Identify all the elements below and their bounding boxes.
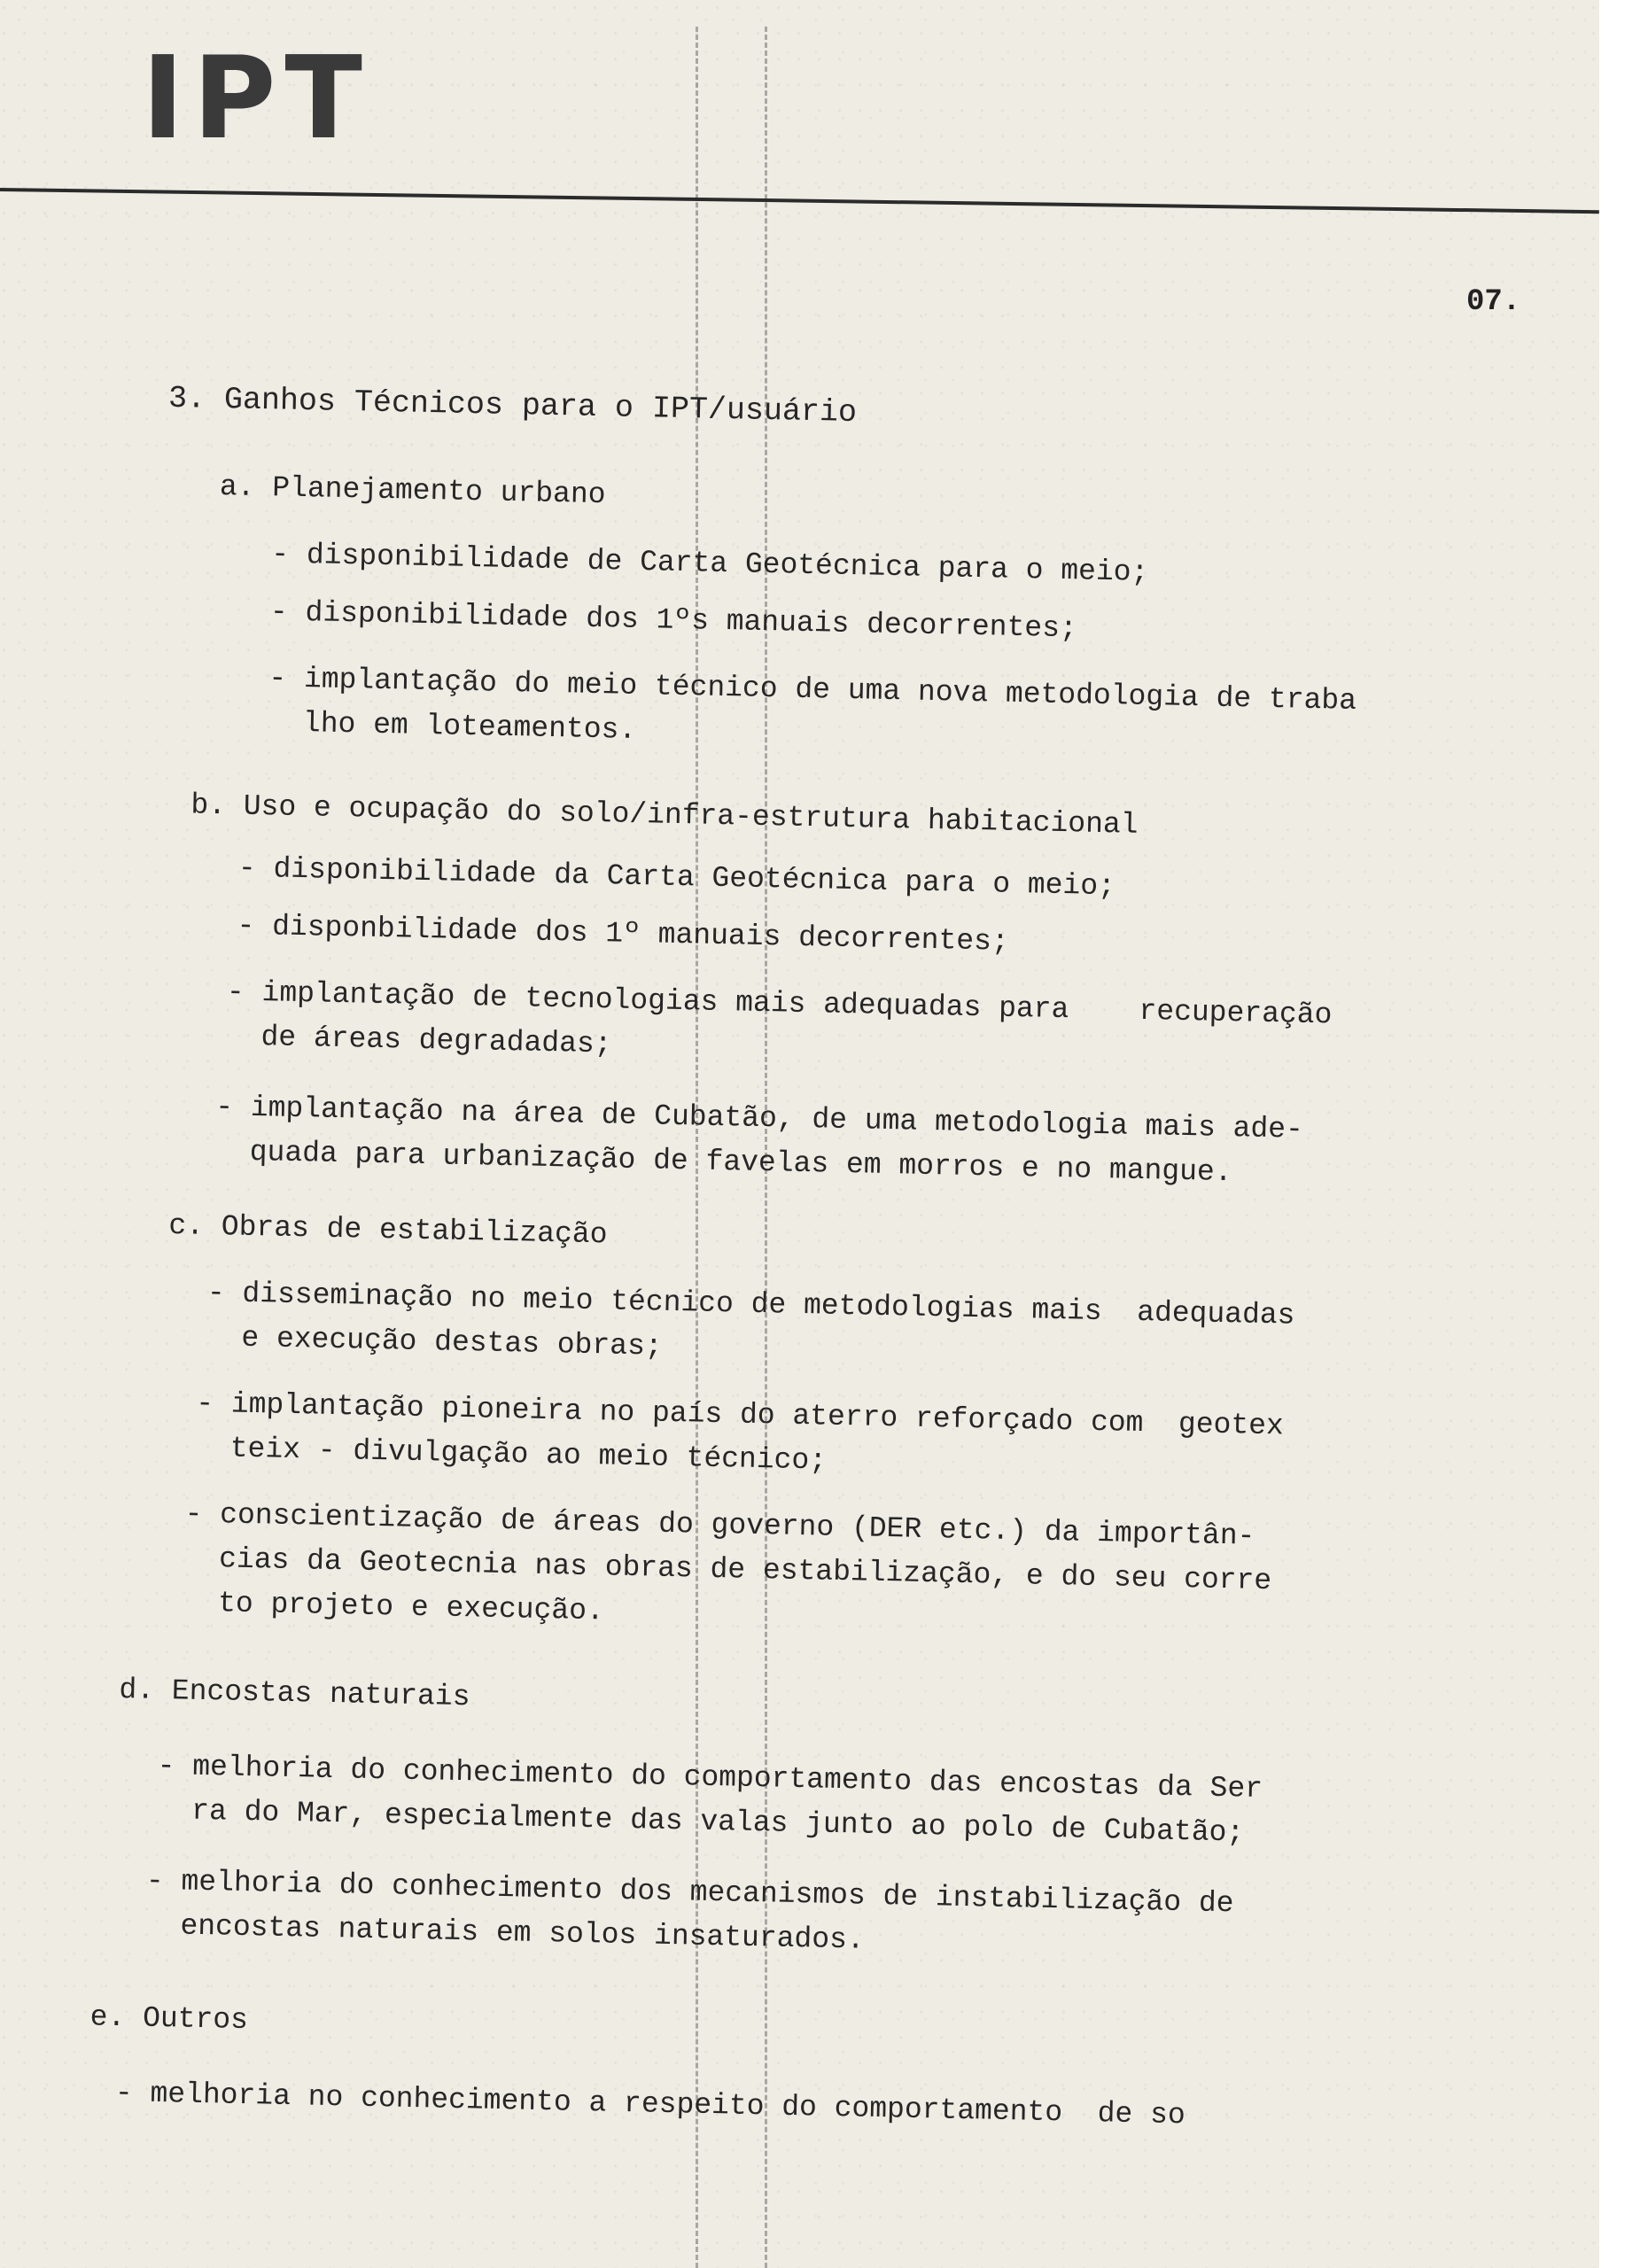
subsection-heading-a: a. Planejamento urbano	[219, 470, 606, 512]
list-item: - melhoria do conhecimento dos mecanismos de instabilização de	[145, 1864, 1234, 1921]
ipt-logo: IPT	[142, 33, 371, 165]
list-item: - conscientização de áreas do governo (DER etc.) da importân-	[184, 1497, 1255, 1553]
subsection-heading-d: d. Encostas naturais	[119, 1673, 470, 1714]
list-item: - disponbilidade dos 1º manuais decorrentes;	[237, 909, 1010, 959]
section-title: 3. Ganhos Técnicos para o IPT/usuário	[167, 380, 858, 431]
list-item-continuation: de áreas degradadas;	[225, 1020, 612, 1061]
list-item-continuation: quada para urbanização de favelas em morros e no mangue.	[214, 1135, 1232, 1190]
list-item-continuation: e execução destas obras;	[206, 1320, 663, 1363]
list-item: - implantação do meio técnico de uma nova metodologia de traba	[268, 662, 1357, 718]
list-item: - implantação pioneira no país do aterro reforçado com geotex	[195, 1386, 1285, 1443]
list-item: - disponibilidade de Carta Geotécnica para o meio;	[270, 538, 1149, 589]
list-item-continuation: cias da Geotecnia nas obras de estabilização, e do seu corre	[183, 1542, 1272, 1598]
list-item-continuation: teix - divulgação ao meio técnico;	[194, 1431, 828, 1478]
list-item: - disseminação no meio técnico de metodologias mais adequadas	[206, 1276, 1295, 1332]
list-item: - melhoria do conhecimento do comportamento das encostas da Ser	[157, 1749, 1263, 1806]
list-item: - implantação de tecnologias mais adequadas para recuperação	[226, 975, 1333, 1032]
list-item-continuation: to projeto e execução.	[183, 1586, 605, 1628]
list-item: - disponibilidade dos 1ºs manuais decorrentes;	[269, 595, 1078, 646]
list-item-continuation: encostas naturais em solos insaturados.	[144, 1908, 866, 1957]
page-number: 07.	[1466, 285, 1521, 319]
subsection-heading-b: b. Uso e ocupação do solo/infra-estrutura habitacional	[190, 788, 1139, 842]
list-item: - implantação na área de Cubatão, de uma metodologia mais ade-	[214, 1091, 1304, 1146]
list-item: - melhoria no conhecimento a respeito do comportamento de so	[114, 2076, 1186, 2132]
header-rule	[0, 188, 1599, 214]
subsection-heading-e: e. Outros	[89, 2000, 249, 2038]
list-item: - disponibilidade da Carta Geotécnica para o meio;	[237, 851, 1116, 904]
list-item-continuation: lho em loteamentos.	[267, 706, 637, 747]
list-item-continuation: ra do Mar, especialmente das valas junto ao polo de Cubatão;	[156, 1793, 1245, 1850]
subsection-heading-c: c. Obras de estabilização	[168, 1209, 608, 1252]
